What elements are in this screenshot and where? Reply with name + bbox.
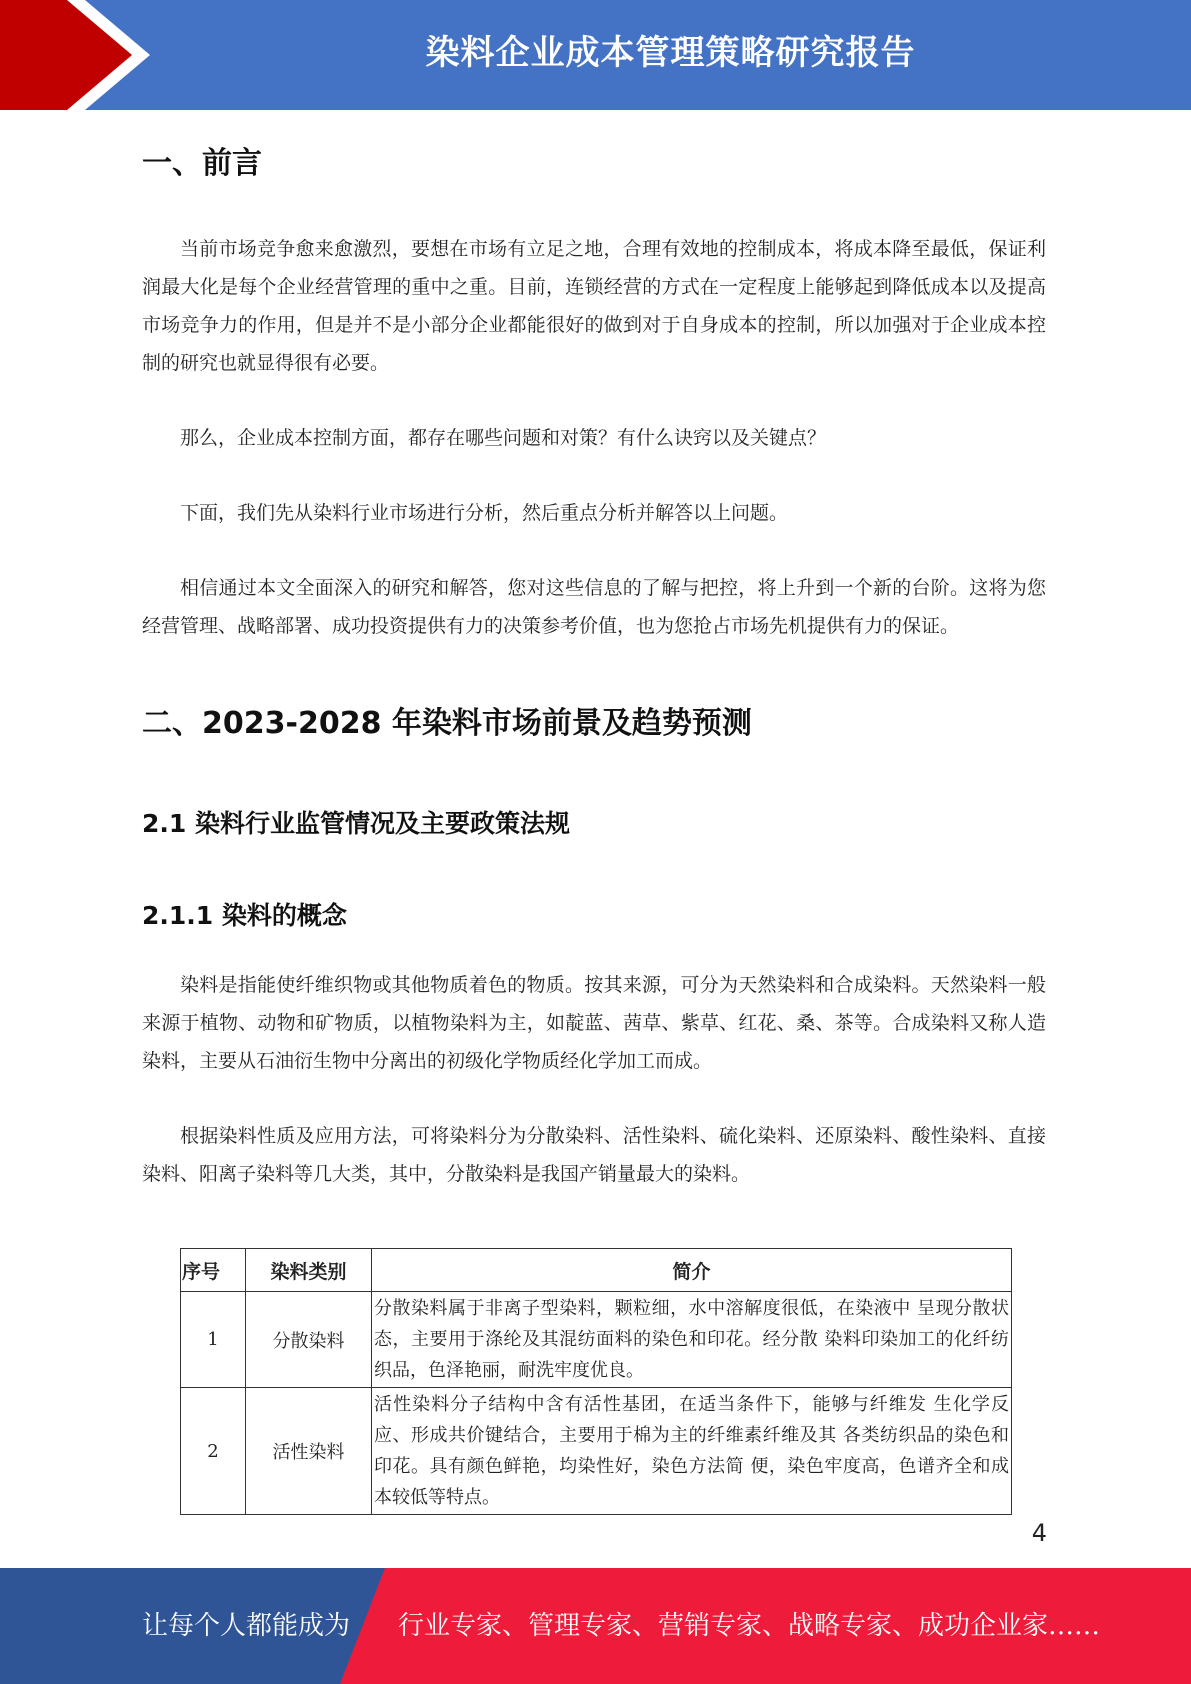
header-chevron-red <box>0 0 132 110</box>
footer-slogan-left: 让每个人都能成为 <box>142 1611 351 1641</box>
section-heading-preface: 一、前言 <box>142 146 262 181</box>
page-header <box>0 0 1191 110</box>
table-row <box>181 1388 1012 1515</box>
table-cell-desc: 分散染料属于非离子型染料，颗粒细，水中溶解度很低，在染液中 呈现分散状态，主要用于涤纶及其混纺面料的染色和印花。经分散 染料印染加工的化纤纺织品，色泽艳丽，耐洗牢度优良。 <box>372 1292 1012 1388</box>
preface-paragraph-3: 下面，我们先从染料行业市场进行分析，然后重点分析并解答以上问题。 <box>180 502 789 524</box>
table-header-row <box>181 1249 1012 1292</box>
table-row <box>181 1292 1012 1388</box>
subsection-heading-2-1-1: 2.1.1 染料的概念 <box>142 901 347 930</box>
preface-paragraph-1: 当前市场竞争愈来愈激烈，要想在市场有立足之地，合理有效地的控制成本，将成本降至最低，保证利润最大化是每个企业经营管理的重中之重。目前，连锁经营的方式在一定程度上能够起到降低成本以及提高市场竞争力的作用，但是并不是小部分企业都能很好的做到对于自身成本的控制，所以加强对于企业成本控制的研究也就显得很有必要。 <box>142 238 1046 374</box>
concept-paragraph-1: 染料是指能使纤维织物或其他物质着色的物质。按其来源，可分为天然染料和合成染料。天然染料一般来源于植物、动物和矿物质，以植物染料为主，如靛蓝、茜草、紫草、红花、桑、茶等。合成染料又称人造染料，主要从石油衍生物中分离出的初级化学物质经化学加工而成。 <box>142 974 1046 1072</box>
table-cell-desc: 活性染料分子结构中含有活性基团，在适当条件下，能够与纤维发 生化学反应、形成共价键结合，主要用于棉为主的纤维素纤维及其 各类纺织品的染色和印花。具有颜色鲜艳，均染性好，染色方法简 便，染色牢度高，色谱齐全和成本较低等特点。 <box>372 1388 1012 1515</box>
concept-paragraph-2: 根据染料性质及应用方法，可将染料分为分散染料、活性染料、硫化染料、还原染料、酸性染料、直接染料、阳离子染料等几大类，其中，分散染料是我国产销量最大的染料。 <box>142 1125 1046 1185</box>
table-cell-type: 分散染料 <box>246 1292 372 1388</box>
table-header-desc: 简介 <box>372 1249 1012 1292</box>
page-number: 4 <box>1031 1519 1047 1547</box>
page-footer <box>0 1568 1191 1684</box>
table-cell-no: 2 <box>181 1388 246 1515</box>
table-header-no: 序号 <box>181 1249 246 1292</box>
report-title: 染料企业成本管理策略研究报告 <box>425 33 916 73</box>
footer-slogan-right: 行业专家、管理专家、营销专家、战略专家、成功企业家…… <box>398 1611 1101 1641</box>
table-header-type: 染料类别 <box>246 1249 372 1292</box>
preface-paragraph-4: 相信通过本文全面深入的研究和解答，您对这些信息的了解与把控，将上升到一个新的台阶。这将为您经营管理、战略部署、成功投资提供有力的决策参考价值，也为您抢占市场先机提供有力的保证。 <box>142 577 1046 637</box>
section-heading-forecast: 二、2023-2028 年染料市场前景及趋势预测 <box>142 706 752 741</box>
document-body <box>142 118 1046 1193</box>
table-cell-type: 活性染料 <box>246 1388 372 1515</box>
subsection-heading-2-1: 2.1 染料行业监管情况及主要政策法规 <box>142 809 570 838</box>
preface-paragraph-2: 那么，企业成本控制方面，都存在哪些问题和对策？有什么诀窍以及关键点？ <box>180 427 827 449</box>
dye-category-table <box>180 1248 1012 1515</box>
table-cell-no: 1 <box>181 1292 246 1388</box>
